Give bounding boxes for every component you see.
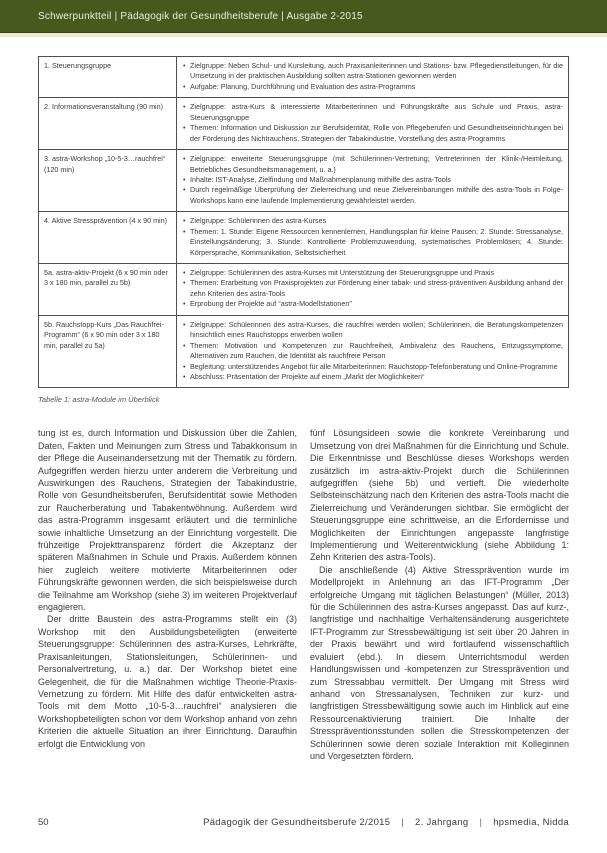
table-row	[39, 264, 569, 316]
footer-separator: |	[479, 817, 483, 828]
bullet-list	[182, 268, 563, 310]
module-details-cell	[177, 264, 569, 316]
page-header	[0, 0, 607, 33]
table-row	[39, 315, 569, 388]
bullet-list	[182, 154, 563, 206]
module-details-cell	[177, 212, 569, 264]
module-name-cell: 2. Informationsveranstaltung (90 min)	[39, 98, 177, 150]
footer-journal-title: Pädagogik der Gesundheitsberufe 2/2015	[203, 817, 391, 828]
footer-separator: |	[401, 817, 405, 828]
table-row	[39, 212, 569, 264]
footer-publisher: hpsmedia, Nidda	[493, 817, 569, 828]
bullet-item: • Themen: Motivation und Kompetenzen zur Rauchfreiheit, Ambivalenz des Rauchens, Entzugssymptome, Alternativen zum Rauchen, die Identität als rauchfreie Person	[182, 341, 563, 362]
bullet-item: • Abschluss: Präsentation der Projekte auf einem „Markt der Möglichkeiten“	[182, 372, 563, 382]
page-footer	[38, 817, 569, 828]
bullet-item: • Zielgruppe: Neben Schul- und Kursleitung, auch Praxisanleiterinnen und Stations- bzw. Pflegedienstleitungen, für die Umsetzung in der praktischen Ausbildung sollten astra-Stationen gewonnen werden	[182, 61, 563, 82]
bullet-item: • Themen: 1. Stunde: Eigene Ressourcen kennenlernen, Handlungsplan für kleine Pausen; 2. Stunde: Stressanalyse, Einstellungsänderung; 3. Stunde: Kontrollierte Problemzuwendung, systematisches Problemlösen; 4. Stunde: Körpersprache, Kommunikation, Selbstsicherheit	[182, 227, 563, 258]
bullet-item: • Zielgruppe: astra-Kurs & interessierte Mitarbeiterinnen und Führungskräfte aus Schule und Praxis, astra-Steuerungsgruppe	[182, 102, 563, 123]
table-row	[39, 150, 569, 212]
bullet-item: • Themen: Information und Diskussion zur Berufsidentität, Rolle von Pflegeberufen und Gesundheitseinrichtungen bei der Förderung des Nichtrauchens, Strategien der Tabakindustrie, Vorstellung des astra-Programms	[182, 123, 563, 144]
bullet-item: • Zielgruppe: Schülerinnen des astra-Kurses	[182, 216, 563, 226]
body-paragraph: fünf Lösungsideen sowie die konkrete Vereinbarung und Umsetzung von drei Maßnahmen für die Einrichtung und Schule. Die Erkenntnisse und Beschlüsse dieses Workshops werden zusätzlich im astra-aktiv-Projekt durch die Schülerinnen aufgegriffen (siehe 5b) und vertieft. Die wiederholte Selbsteinschätzung nach den Kriterien des astra-Tools macht die Zielerreichung und Veränderungen sichtbar. Sie ermöglicht der Steuerungsgruppe eine schrittweise, an die Erfordernisse und Möglichkeiten der Einrichtungen angepasste langfristige Implementierung und Weiterentwicklung (siehe Abbildung 1: Zehn Kriterien des astra-Tools).	[310, 428, 569, 563]
bullet-item: • Aufgabe: Planung, Durchführung und Evaluation des astra-Programms	[182, 82, 563, 92]
module-name-cell: 4. Aktive Stressprävention (4 x 90 min)	[39, 212, 177, 264]
bullet-item: • Zielgruppe: Schülerinnen des astra-Kurses, die rauchfrei werden wollen; Schülerinnen, die Beratungskompetenzen hinsichtlich eines Rauchstopps erwerben wollen	[182, 320, 563, 341]
body-text-columns	[38, 427, 569, 762]
body-paragraph: Die anschließende (4) Aktive Stressprävention wurde im Modellprojekt in Anlehnung an das IFT-Programm „Der erfolgreiche Umgang mit täglichen Belastungen“ (Müller, 2013) für die Schülerinnen des astra-Kurses angepasst. Das auf kurz-, langfristige und nachhaltige Verhaltensänderung ausgerichtete IFT-Programm zur Stressbewältigung ist seit über 20 Jahren in der Praxis bewährt und wird fortlaufend wissenschaftlich evaluiert (ebd.). In diesem Unterrichtsmodul werden Handlungswissen und -kompetenzen zur Stressprävention und zum Stressabbau vermittelt. Der Umgang mit Stress wird anhand von Stressanalysen, Techniken zur kurz- und langfristigen Stressbewältigung sowie auch im Hinblick auf eine Ressourcenaktivierung trainiert. Die Inhalte der Stresspräventionsstunden sollen die Stresskompetenzen der Schülerinnen sowie deren soziale Interaktion mit Kolleginnen und Vorgesetzten fördern.	[310, 564, 569, 761]
bullet-item: • Zielgruppe: erweiterte Steuerungsgruppe (mit Schülerinnen-Vertretung; Vertreterinnen der Klinik-/Heimleitung, Betriebliches Gesundheitsmanagement, u. a.)	[182, 154, 563, 175]
bullet-list	[182, 102, 563, 144]
body-paragraph: tung ist es, durch Information und Diskussion über die Zahlen, Daten, Fakten und Meinungen zum Stress und Tabakkonsum in der Pflege die Auseinandersetzung mit der Thematik zu fördern. Aufgegriffen werden hierzu unter anderem die Verbreitung und Auswirkungen des Rauchens, Strategien der Tabakindustrie, Rolle von Gesundheitsberufen, Berufsidentität sowie Methoden zur Raucherberatung und Tabakentwöhnung. Außerdem wird das astra-Programm insgesamt erläutert und die terminliche sowie inhaltliche Umsetzung an der Einrichtung vorgestellt. Die frühzeitige Projekttransparenz fördert die Akzeptanz der späteren Maßnahmen in Schule und Praxis. Außerdem können hier zugleich weitere motivierte Mitarbeiterinnen oder Führungskräfte gewonnen werden, die sich beispielsweise durch die Teilnahme am Workshop (siehe 3) im weiteren Projektverlauf engagieren.	[38, 428, 297, 613]
body-column-right	[310, 427, 569, 762]
module-details-cell	[177, 150, 569, 212]
bullet-item: • Durch regelmäßige Überprüfung der Zielerreichung und neue Zielvereinbarungen mithilfe des astra-Tools in Folge-Workshops kann eine laufende Implementierung gewährleistet werden.	[182, 185, 563, 206]
module-details-cell	[177, 57, 569, 98]
table-caption: Tabelle 1: astra-Module im Überblick	[38, 395, 160, 405]
bullet-list	[182, 61, 563, 92]
table-row	[39, 98, 569, 150]
body-column-left	[38, 427, 297, 762]
page-content	[0, 37, 607, 762]
module-details-cell	[177, 315, 569, 388]
module-name-cell: 5b. Rauchstopp-Kurs „Das Rauchfrei-Programm“ (6 x 90 min oder 3 x 180 min, parallel zu 5a)	[39, 315, 177, 388]
bullet-item: • Begleitung: unterstützendes Angebot für alle Mitarbeiterinnen: Rauchstopp-Telefonberatung und Online-Programme	[182, 362, 563, 372]
module-name-cell: 5a. astra-aktiv-Projekt (6 x 90 min oder 3 x 180 min, parallel zu 5b)	[39, 264, 177, 316]
bullet-list	[182, 216, 563, 258]
module-details-cell	[177, 98, 569, 150]
bullet-item: • Zielgruppe: Schülerinnen des astra-Kurses mit Unterstützung der Steuerungsgruppe und Praxis	[182, 268, 563, 278]
header-title: Schwerpunktteil | Pädagogik der Gesundheitsberufe | Ausgabe 2-2015	[38, 10, 363, 22]
module-name-cell: 3. astra-Workshop „10-5-3…rauchfrei“ (120 min)	[39, 150, 177, 212]
bullet-list	[182, 320, 563, 383]
footer-journal-line	[203, 817, 569, 828]
page-number: 50	[38, 817, 49, 828]
footer-volume: 2. Jahrgang	[415, 817, 469, 828]
table-row	[39, 57, 569, 98]
bullet-item: • Themen: Erarbeitung von Praxisprojekten zur Förderung einer tabak- und stress-präventiven Ausbildung anhand der zehn Kriterien des astra-Tools	[182, 278, 563, 299]
bullet-item: • Inhalte: IST-Analyse, Zielfindung und Maßnahmenplanung mithilfe des astra-Tools	[182, 175, 563, 185]
module-name-cell: 1. Steuerungsgruppe	[39, 57, 177, 98]
body-paragraph: Der dritte Baustein des astra-Programms stellt ein (3) Workshop mit den Ausbildungsbeteiligten (erweiterte Steuerungsgruppe: Schülerinnen des astra-Kurses, Lehrkräfte, Praxisanleitungen, Stationsleitungen, Schülerinnen- und Personalvertretung, u. a.) dar. Der Workshop bietet eine Gelegenheit, die für die Maßnahmen wichtige Theorie-Praxis-Vernetzung zu fördern. Mit Hilfe des dafür entwickelten astra-Tools mit dem Motto „10-5-3…rauchfrei“ analysieren die Workshopbeteiligten schon vor dem Workshop anhand von zehn Kriterien die aktuelle Situation an ihrer Einrichtung. Daraufhin erfolgt die Entwicklung von	[38, 614, 297, 749]
astra-module-table	[38, 56, 569, 388]
bullet-item: • Erprobung der Projekte auf “astra-Modellstationen”	[182, 299, 563, 309]
